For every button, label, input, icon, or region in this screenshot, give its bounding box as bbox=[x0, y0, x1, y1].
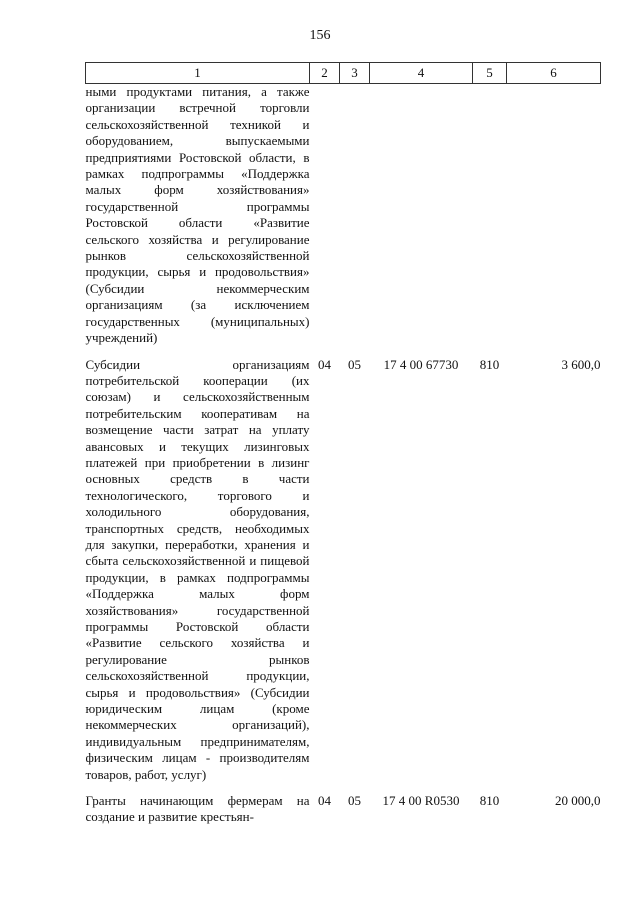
row-spacer bbox=[86, 347, 601, 357]
column-header-3: 3 bbox=[340, 63, 370, 84]
row-amount: 3 600,0 bbox=[561, 356, 601, 372]
row-target-code: 17 4 00 67730 bbox=[383, 356, 459, 372]
row-spacer bbox=[86, 783, 601, 793]
column-header-1: 1 bbox=[86, 63, 310, 84]
budget-table bbox=[85, 62, 601, 826]
table-header-row bbox=[86, 63, 601, 84]
column-header-4: 4 bbox=[370, 63, 473, 84]
page-number: 156 bbox=[309, 28, 331, 43]
row-expense-type bbox=[473, 84, 507, 347]
row-subsection: 05 bbox=[348, 356, 361, 372]
row-description: Гранты начинающим фермерам на создание и развитие крестьян- bbox=[85, 793, 310, 825]
row-section: 04 bbox=[318, 793, 331, 809]
table-row bbox=[86, 84, 601, 347]
row-subsection: 05 bbox=[348, 793, 361, 809]
row-description: ными продуктами питания, а также организации встречной торговли сельскохозяйственной техникой и оборудованием, выпускаемыми предприятиями Ростовской области, в рамках подпрограммы «Поддержка малых форм хозяйствования» государственной программы Ростовской области «Развитие сельского хозяйства и регулирование рынков сельскохозяйственной продукции, сырья и продовольствия» (Субсидии некоммерческим организациям (за исключением государственных (муниципальных) учреждений) bbox=[85, 84, 310, 346]
row-description: Субсидии организациям потребительской кооперации (их союзам) и сельскохозяйственным потребительским кооперативам на возмещение части затрат на уплату авансовых и текущих лизинговых платежей при приобретении в лизинг основных средств в части технологического, торгового и холодильного оборудования, транспортных средств, необходимых для закупки, переработки, хранения и сбыта сельскохозяйственной и пищевой продукции, в рамках подпрограммы «Поддержка малых форм хозяйствования» государственной программы Ростовской области «Развитие сельского хозяйства и регулирование рынков сельскохозяйственной продукции, сырья и продовольствия» (Субсидии юридическим лицам (кроме некоммерческих организаций), индивидуальным предпринимателям, физическим лицам - производителям товаров, работ, услуг) bbox=[85, 356, 310, 782]
row-amount bbox=[507, 84, 601, 347]
row-section bbox=[310, 84, 340, 347]
row-target-code bbox=[370, 84, 473, 347]
row-amount: 20 000,0 bbox=[555, 793, 601, 809]
table-row bbox=[86, 793, 601, 826]
row-subsection bbox=[340, 84, 370, 347]
row-expense-type: 810 bbox=[479, 356, 500, 372]
column-header-2: 2 bbox=[310, 63, 340, 84]
row-section: 04 bbox=[318, 356, 331, 372]
column-header-5: 5 bbox=[473, 63, 507, 84]
row-expense-type: 810 bbox=[479, 793, 500, 809]
row-target-code: 17 4 00 R0530 bbox=[382, 793, 460, 809]
column-header-6: 6 bbox=[507, 63, 601, 84]
table-row bbox=[86, 357, 601, 784]
